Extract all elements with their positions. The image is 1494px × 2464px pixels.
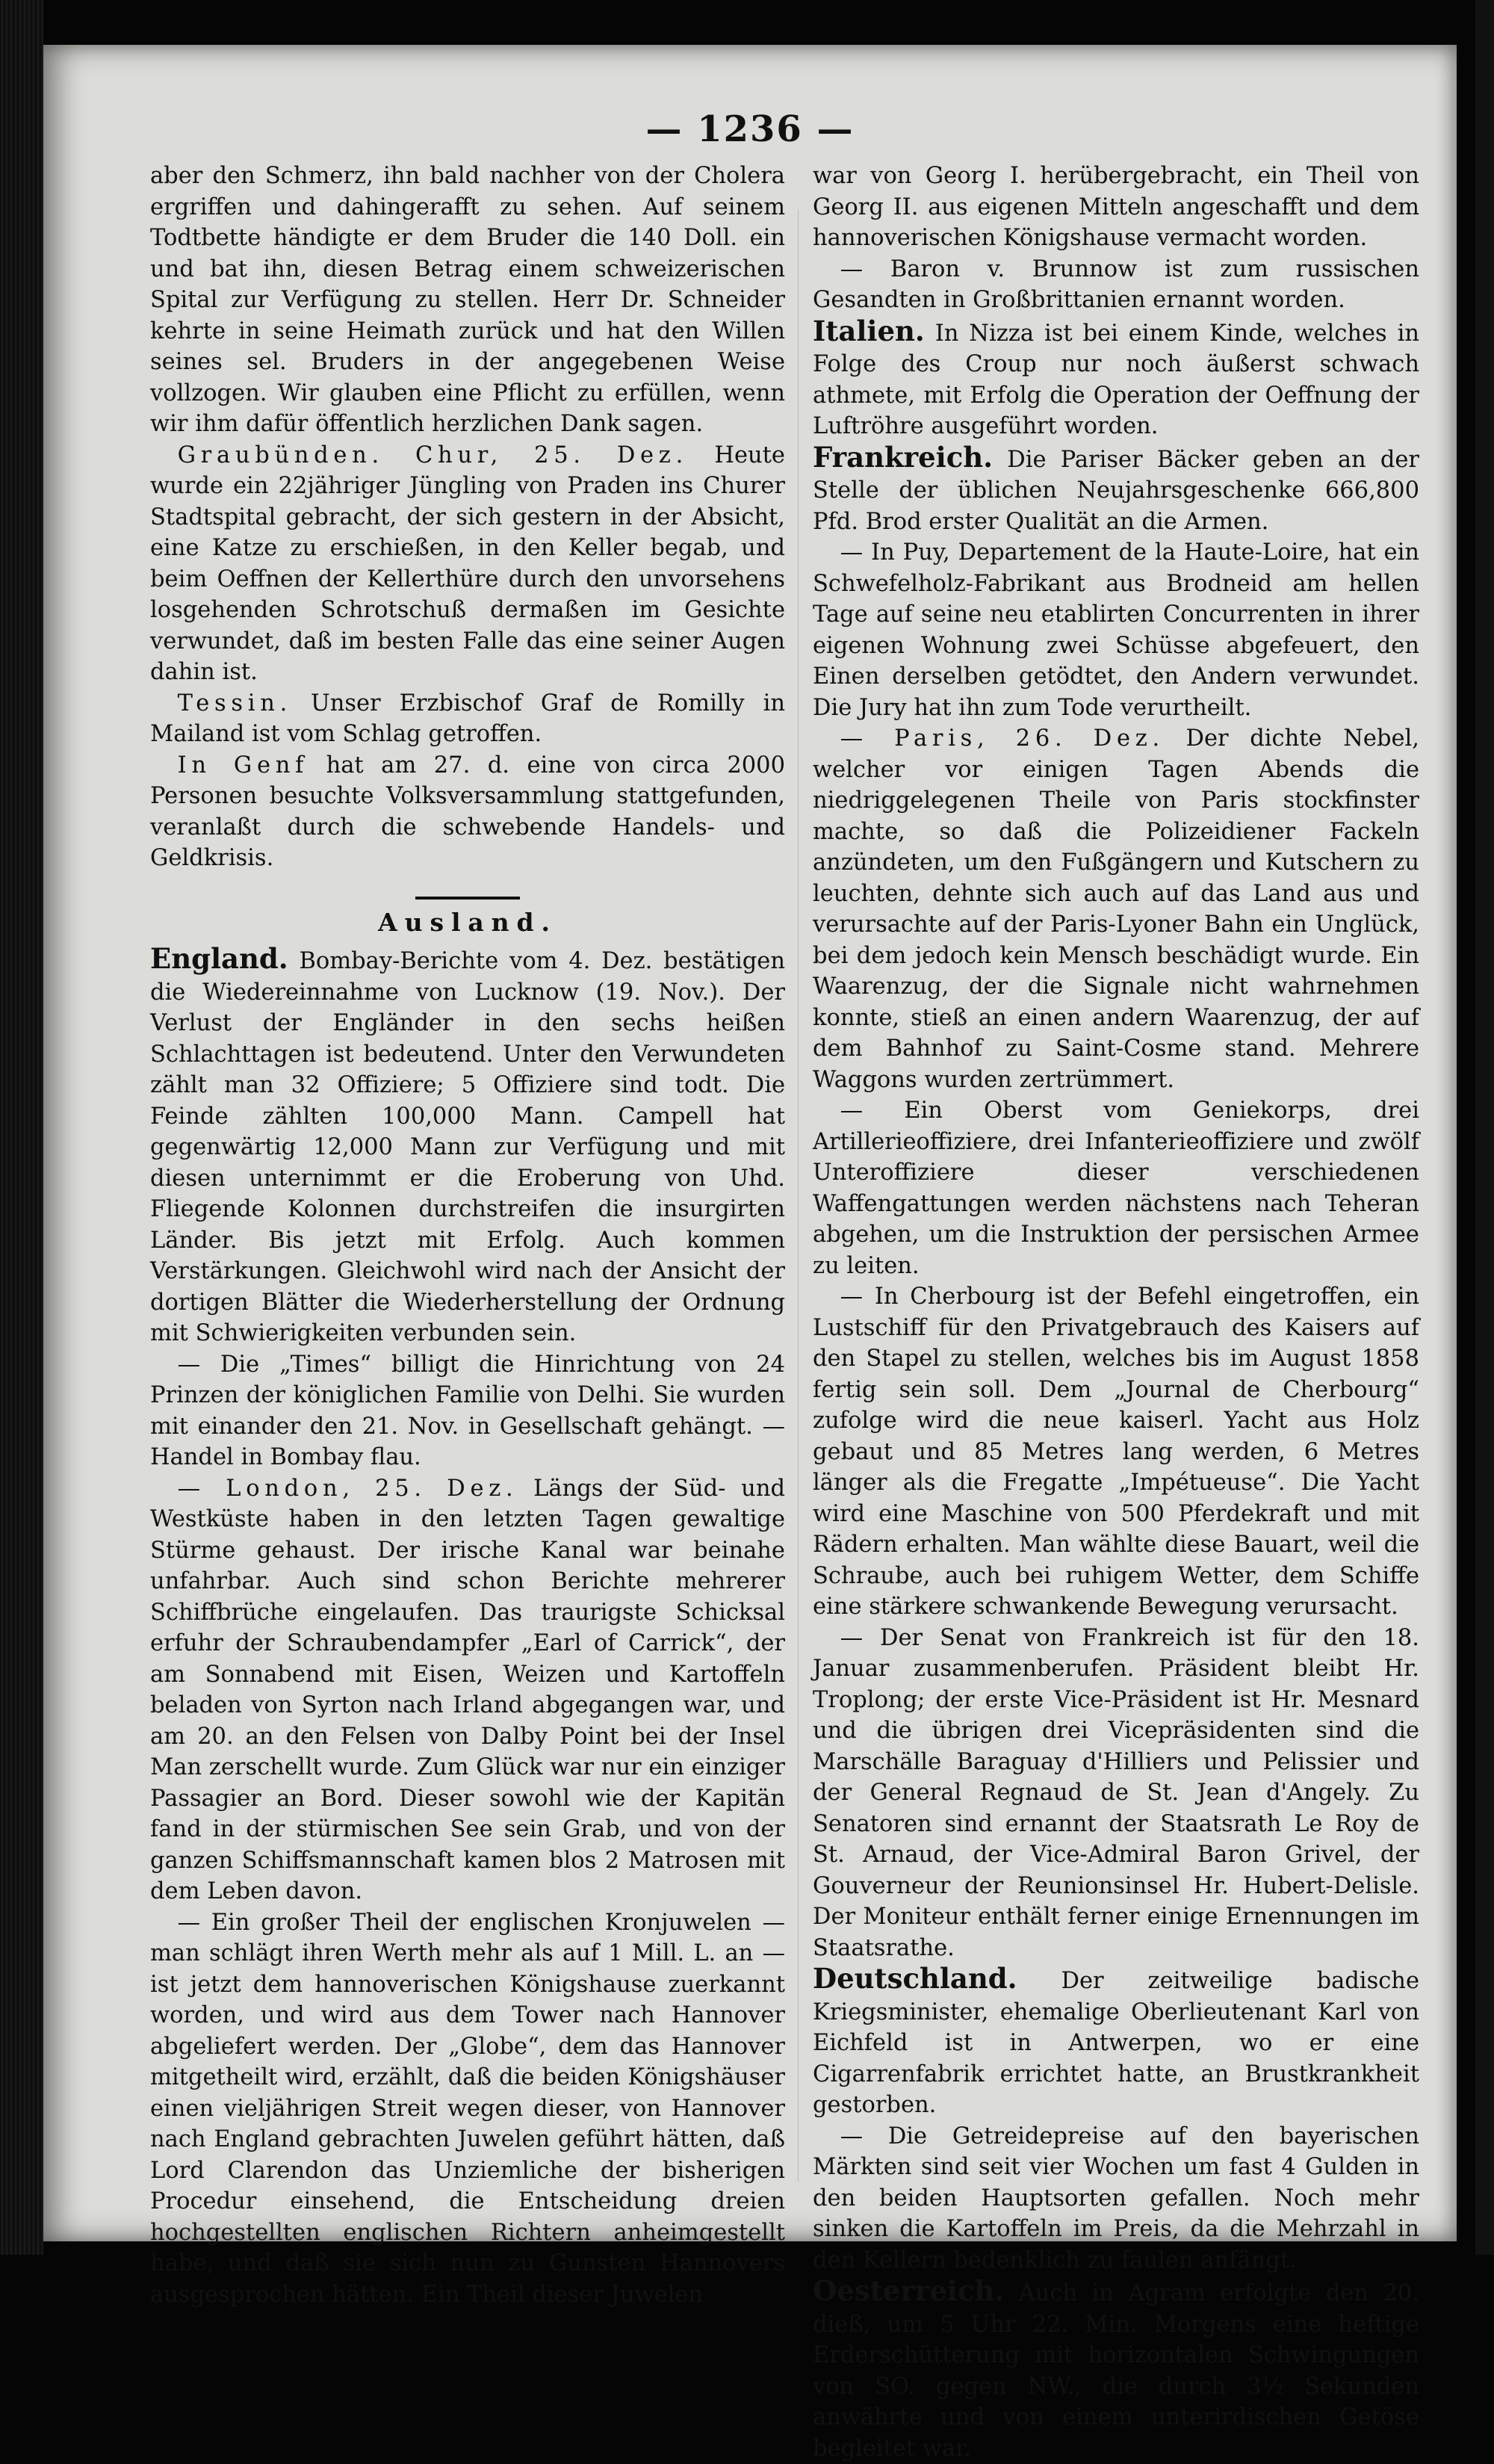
dateline: Tessin. <box>177 690 292 716</box>
section-rule <box>415 897 520 900</box>
country-heading: Deutschland. <box>813 1962 1017 1995</box>
paragraph: — Die Getreidepreise auf den bayerischen Märkten sind seit vier Wochen um fast 4 Gulden in den beiden Hauptsorten gefallen. Noch mehr sinken die Kartoffeln im Preis, da die Mehrzahl in den Kellern bedenklich zu faulen anfängt. <box>813 2123 1419 2273</box>
country-heading: England. <box>150 942 288 975</box>
dateline: Graubünden. Chur, 25. Dez. <box>177 442 688 468</box>
section-title: Ausland. <box>378 907 557 937</box>
paragraph-frankreich: Frankreich. Die Pariser Bäcker geben an der Stelle der üblichen Neujahrsgeschenke 666,800 Pfd. Brod erster Qualität an die Armen. <box>813 440 1419 535</box>
paragraph: — Ein großer Theil der englischen Kronjuwelen — man schlägt ihren Werth mehr als auf 1 Mill. L. an — ist jetzt dem hannoverischen Königshause zuerkannt worden, und wird aus dem Tower nach Hannover abgeliefert werden. Der „Globe“, dem das Hannover mitgetheilt wird, erzählt, daß die beiden Königshäuser einen vieljährigen Streit wegen dieser, von Hannover nach England gebrachten Juwelen geführt hätten, daß Lord Clarendon das Unziemliche der bisherigen Procedur einsehend, die Entscheidung dreien hochgestellten englischen Richtern anheimgestellt habe, und daß sie sich nun zu Gunsten Hannovers ausgesprochen hätten. Ein Theil dieser Juwelen <box>150 1909 785 2308</box>
page-number: — 1236 — <box>645 108 855 150</box>
left-column <box>150 161 785 2310</box>
country-heading: Oesterreich. <box>813 2274 1005 2307</box>
column-divider <box>798 209 799 2182</box>
book-spine-edge <box>0 0 43 2255</box>
paragraph-italien: Italien. In Nizza ist bei einem Kinde, welches in Folge des Croup nur noch äußerst schwach athmete, mit Erfolg die Operation der Oeffnung der Luftröhre ausgeführt worden. <box>813 314 1419 439</box>
paragraph: war von Georg I. herübergebracht, ein Theil von Georg II. aus eigenen Mitteln angeschafft und dem hannoverischen Königshause vermacht worden. <box>813 163 1419 251</box>
paragraph-england: England. Bombay-Berichte vom 4. Dez. bestätigen die Wiedereinnahme von Lucknow (19. Nov.). Der Verlust der Engländer in den sechs heißen Schlachttagen ist bedeutend. Unter den Verwundeten zählt man 32 Offiziere; 5 Offiziere sind todt. Die Feinde zählten 100,000 Mann. Campell hat gegenwärtig 12,000 Mann zur Verfügung und mit diesen unternimmt er die Eroberung von Uhd. Fliegende Kolonnen durchstreifen die insurgirten Länder. Bis jetzt mit Erfolg. Auch kommen Verstärkungen. Gleichwohl wird nach der Ansicht der dortigen Blätter die Wiederherstellung der Ordnung mit Schwierigkeiten verbunden sein. <box>150 942 785 1346</box>
dateline: — London, 25. Dez. <box>177 1475 518 1502</box>
paragraph: — Der Senat von Frankreich ist für den 18. Januar zusammenberufen. Präsident bleibt Hr. Troplong; der erste Vice-Präsident ist Hr. Mesnard und die übrigen drei Vicepräsidenten sind die Marschälle Baraguay d'Hilliers und Pelissier und der General Regnaud de St. Jean d'Angely. Zu Senatoren sind ernannt der Staatsrath Le Roy de St. Arnaud, der Vice-Admiral Baron Grivel, der Gouverneur der Reunionsinsel Hr. Hubert-Delisle. Der Moniteur enthält ferner einige Ernennungen im Staatsrathe. <box>813 1624 1419 1961</box>
country-heading: Frankreich. <box>813 440 994 474</box>
paragraph: — Baron v. Brunnow ist zum russischen Gesandten in Großbrittanien ernannt worden. <box>813 256 1419 313</box>
paragraph: — In Cherbourg ist der Befehl eingetroffen, ein Lustschiff für den Privatgebrauch des Kaisers auf den Stapel zu stellen, welches bis im August 1858 fertig sein soll. Dem „Journal de Cherbourg“ zufolge wird die neue kaiserl. Yacht aus Holz gebaut und 85 Metres lang werden, 6 Metres länger als die Fregatte „Impétueuse“. Die Yacht wird eine Maschine von 500 Pferdekraft und mit Rädern erhalten. Man wählte diese Bauart, weil die Schraube, auch bei ruhigem Wetter, dem Schiffe eine stärkere schwankende Bewegung verursacht. <box>813 1284 1419 1620</box>
paragraph: — Ein Oberst vom Geniekorps, drei Artillerieoffiziere, drei Infanterieoffiziere und zwölf Unteroffiziere dieser verschiedenen Waffengattungen werden nächstens nach Teheran abgehen, um die Instruktion der persischen Armee zu leiten. <box>813 1098 1419 1279</box>
paragraph: — Die „Times“ billigt die Hinrichtung von 24 Prinzen der königlichen Familie von Delhi. Sie wurden mit einander den 21. Nov. in Gesellschaft gehängt. — Handel in Bombay flau. <box>150 1351 785 1470</box>
dateline: — Paris, 26. Dez. <box>840 725 1165 752</box>
paragraph-oesterreich: Oesterreich. Auch in Agram erfolgte den 20. dieß, um 5 Uhr 22. Min. Morgens eine heftige Erderschütterung mit horizontalen Schwingungen von SO. gegen NW., die durch 3½ Sekunden anwährte und von einem unterirdischen Getöse begleitet war. <box>813 2274 1419 2462</box>
paragraph-tessin: Tessin. Unser Erzbischof Graf de Romilly in Mailand ist vom Schlag getroffen. <box>150 690 785 747</box>
paragraph-deutschland: Deutschland. Der zeitweilige badische Kriegsminister, ehemalige Oberlieutenant Karl von Eichfeld ist in Antwerpen, wo er eine Cigarrenfabrik errichtet hatte, an Brustkrankheit gestorben. <box>813 1962 1419 2118</box>
paragraph: — In Puy, Departement de la Haute-Loire, hat ein Schwefelholz-Fabrikant aus Brodneid am hellen Tage auf seine neu etablirten Concurrenten in ihrer eigenen Wohnung zwei Schüsse abgefeuert, den Einen derselben getödtet, den Andern verwundet. Die Jury hat ihn zum Tode verurtheilt. <box>813 539 1419 721</box>
dateline: In Genf <box>177 752 309 778</box>
right-column <box>813 161 1419 2464</box>
country-heading: Italien. <box>813 314 925 347</box>
paragraph-paris: — Paris, 26. Dez. Der dichte Nebel, welcher vor einigen Tagen Abends die niedriggelegenen Theile von Paris stockfinster machte, so daß die Polizeidiener Fackeln anzündeten, um den Fußgängern und Kutschern zu leuchten, dehnte sich auch auf das Land aus und verursachte auf der Paris-Lyoner Bahn ein Unglück, bei dem jedoch kein Mensch beschädigt wurde. Ein Waarenzug, der die Signale nicht wahrnehmen konnte, stieß an einen andern Waarenzug, der auf dem Bahnhof zu Saint-Cosme stand. Mehrere Waggons wurden zertrümmert. <box>813 725 1419 1093</box>
paragraph-genf: In Genf hat am 27. d. eine von circa 2000 Personen besuchte Volksversammlung stattgefunden, veranlaßt durch die schwebende Handels- und Geldkrisis. <box>150 752 785 871</box>
newspaper-page <box>43 45 1457 2462</box>
paragraph-london: — London, 25. Dez. Längs der Süd- und Westküste haben in den letzten Tagen gewaltige Stürme gehaust. Der irische Kanal war beinahe unfahrbar. Auch sind schon Berichte mehrerer Schiffbrüche eingelaufen. Das traurigste Schicksal erfuhr der Schraubendampfer „Earl of Carrick“, der am Sonnabend mit Eisen, Weizen und Kartoffeln beladen von Syrton nach Irland abgegangen war, und am 20. an den Felsen von Dalby Point bei der Insel Man zerschellt wurde. Zum Glück war nur ein einziger Passagier an Bord. Dieser sowohl wie der Kapitän fand in der stürmischen See sein Grab, und von der ganzen Schiffsmannschaft kamen blos 2 Matrosen mit dem Leben davon. <box>150 1475 785 1904</box>
paragraph: aber den Schmerz, ihn bald nachher von der Cholera ergriffen und dahingerafft zu sehen. Auf seinem Todtbette händigte er dem Bruder die 140 Doll. ein und bat ihn, diesen Betrag einem schweizerischen Spital zur Verfügung zu stellen. Herr Dr. Schneider kehrte in seine Heimath zurück und hat den Willen seines sel. Bruders in der angegebenen Weise vollzogen. Wir glauben eine Pflicht zu erfüllen, wenn wir ihm dafür öffentlich herzlichen Dank sagen. <box>150 163 785 437</box>
scan-border <box>1475 0 1494 2255</box>
paragraph-graubuenden: Graubünden. Chur, 25. Dez. Heute wurde ein 22jähriger Jüngling von Praden ins Churer Stadtspital gebracht, der sich gestern in der Absicht, eine Katze zu erschießen, in den Keller begab, und beim Oeffnen der Kellerthüre durch den unvorsehens losgehenden Schrotschuß dermaßen im Gesichte verwundet, daß im besten Falle das eine seiner Augen dahin ist. <box>150 442 785 685</box>
